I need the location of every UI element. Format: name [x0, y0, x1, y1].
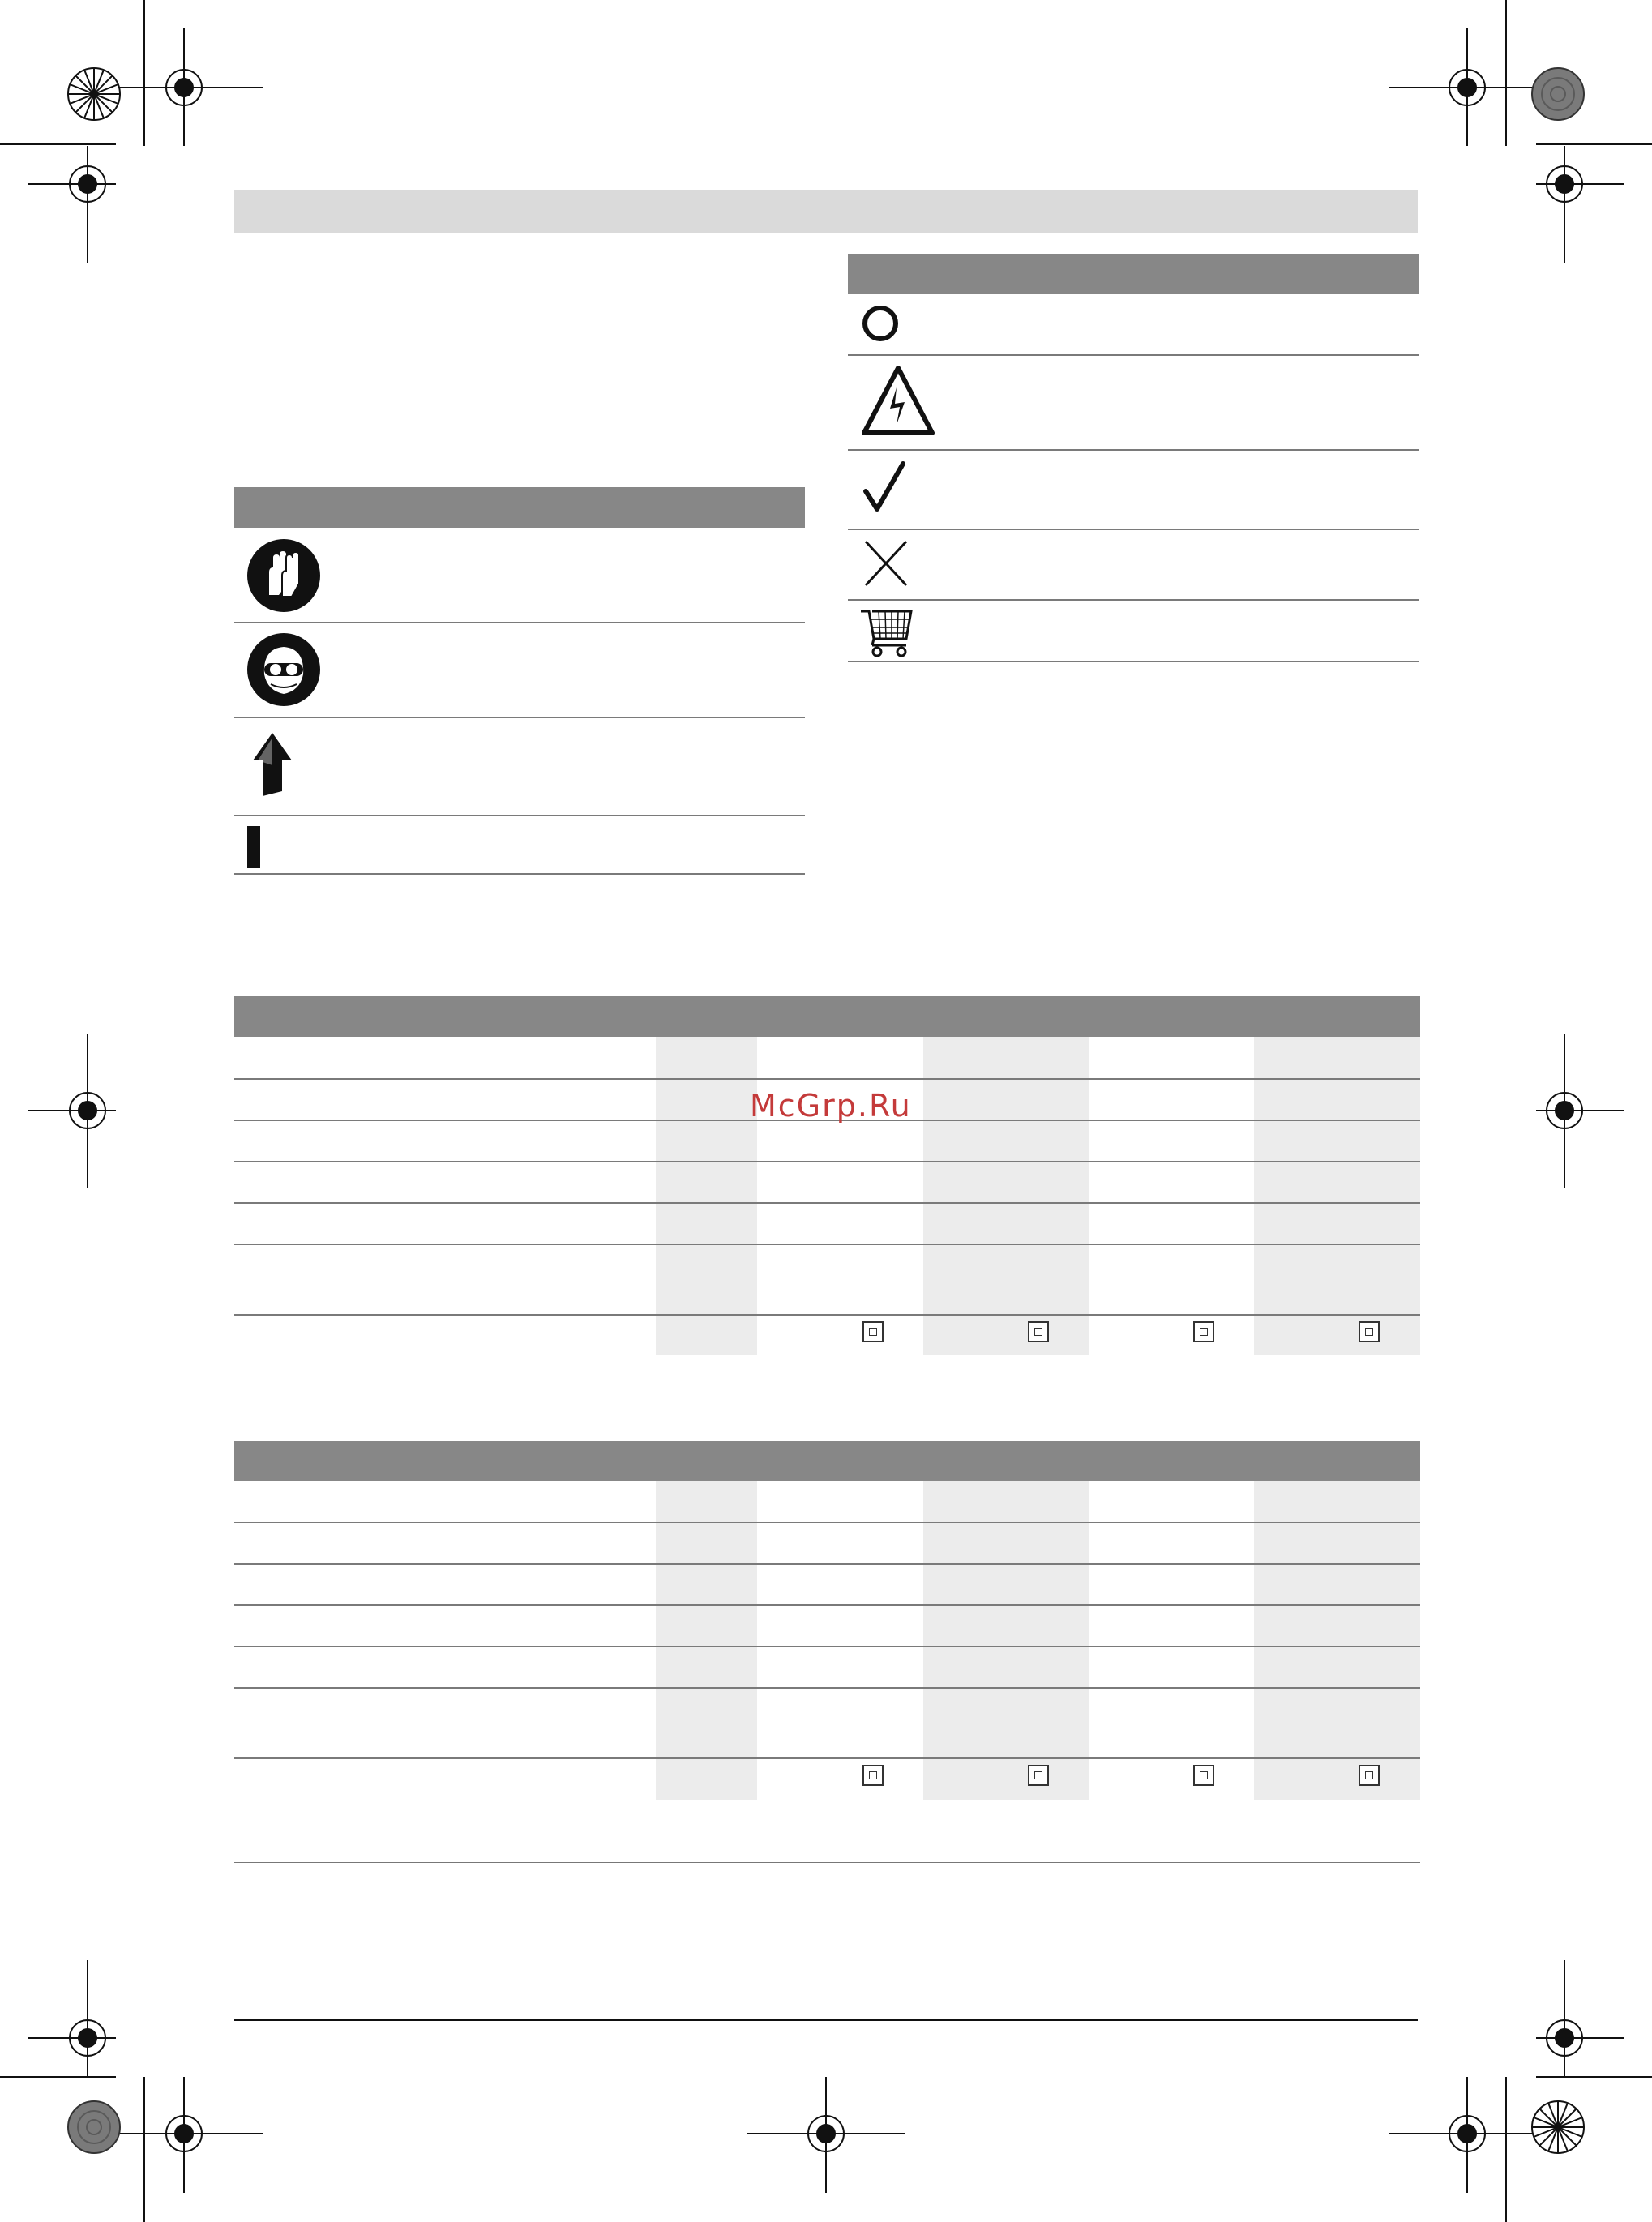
protection-class-icon	[1359, 1321, 1380, 1342]
protection-class-icon	[1193, 1765, 1214, 1786]
table-row-divider	[234, 1757, 1420, 1759]
table-row-divider	[234, 1522, 1420, 1523]
page-header-bar	[234, 190, 1418, 233]
protection-class-icon	[1359, 1765, 1380, 1786]
registration-mark-icon	[1536, 1034, 1624, 1188]
table-row-divider	[234, 1161, 1420, 1162]
divider	[848, 599, 1419, 601]
registration-mark-icon	[105, 2077, 263, 2193]
table-row-divider	[234, 1646, 1420, 1647]
table-row-divider	[234, 1078, 1420, 1080]
divider	[848, 354, 1419, 356]
divider	[848, 661, 1419, 662]
shaded-column	[1254, 1481, 1420, 1800]
table-row-divider	[234, 1244, 1420, 1245]
registration-mark-icon	[1536, 146, 1624, 263]
color-wheel-icon	[1532, 2101, 1584, 2153]
registration-mark-icon	[1536, 1960, 1624, 2077]
up-arrow-icon	[248, 730, 297, 803]
table-row-divider	[234, 1563, 1420, 1565]
shaded-column	[656, 1481, 757, 1800]
shaded-column	[1254, 1037, 1420, 1355]
divider	[234, 622, 805, 623]
protection-class-icon	[862, 1321, 884, 1342]
technical-table-1-header	[234, 996, 1420, 1037]
divider	[234, 717, 805, 718]
protection-class-icon	[862, 1765, 884, 1786]
cross-icon	[862, 538, 911, 593]
registration-mark-icon	[28, 146, 116, 263]
table-row-divider	[234, 1604, 1420, 1606]
shaded-column	[923, 1037, 1089, 1355]
footer-rule	[234, 2019, 1418, 2021]
protection-class-icon	[1028, 1765, 1049, 1786]
divider	[848, 529, 1419, 530]
protection-class-icon	[1193, 1321, 1214, 1342]
section-divider	[234, 1862, 1420, 1863]
table-row-divider	[234, 1687, 1420, 1689]
registration-mark-icon	[1389, 2077, 1546, 2193]
divider	[234, 873, 805, 875]
divider	[848, 449, 1419, 451]
gray-wheel-icon	[1532, 68, 1584, 120]
technical-table-2-header	[234, 1441, 1420, 1481]
shaded-column	[656, 1037, 757, 1355]
protection-class-icon	[1028, 1321, 1049, 1342]
left-symbol-table-header	[234, 487, 805, 528]
registration-mark-icon	[28, 1960, 116, 2077]
shaded-column	[923, 1481, 1089, 1800]
table-row-divider	[234, 1202, 1420, 1204]
gray-wheel-icon	[68, 2101, 120, 2153]
right-symbol-table-header	[848, 254, 1419, 294]
watermark: McGrp.Ru	[750, 1088, 912, 1124]
registration-mark-icon	[1389, 28, 1546, 146]
protective-gloves-icon	[246, 538, 321, 616]
black-bar-icon	[247, 826, 260, 868]
registration-mark-icon	[747, 2077, 905, 2193]
electric-hazard-icon	[859, 363, 937, 443]
registration-mark-icon	[28, 1034, 116, 1188]
divider	[234, 815, 805, 816]
shopping-cart-icon	[859, 606, 916, 661]
color-wheel-icon	[68, 68, 120, 120]
circle-icon	[861, 304, 900, 346]
table-row-divider	[234, 1314, 1420, 1316]
registration-mark-icon	[105, 28, 263, 146]
safety-goggles-icon	[246, 632, 321, 710]
checkmark-icon	[861, 459, 909, 519]
